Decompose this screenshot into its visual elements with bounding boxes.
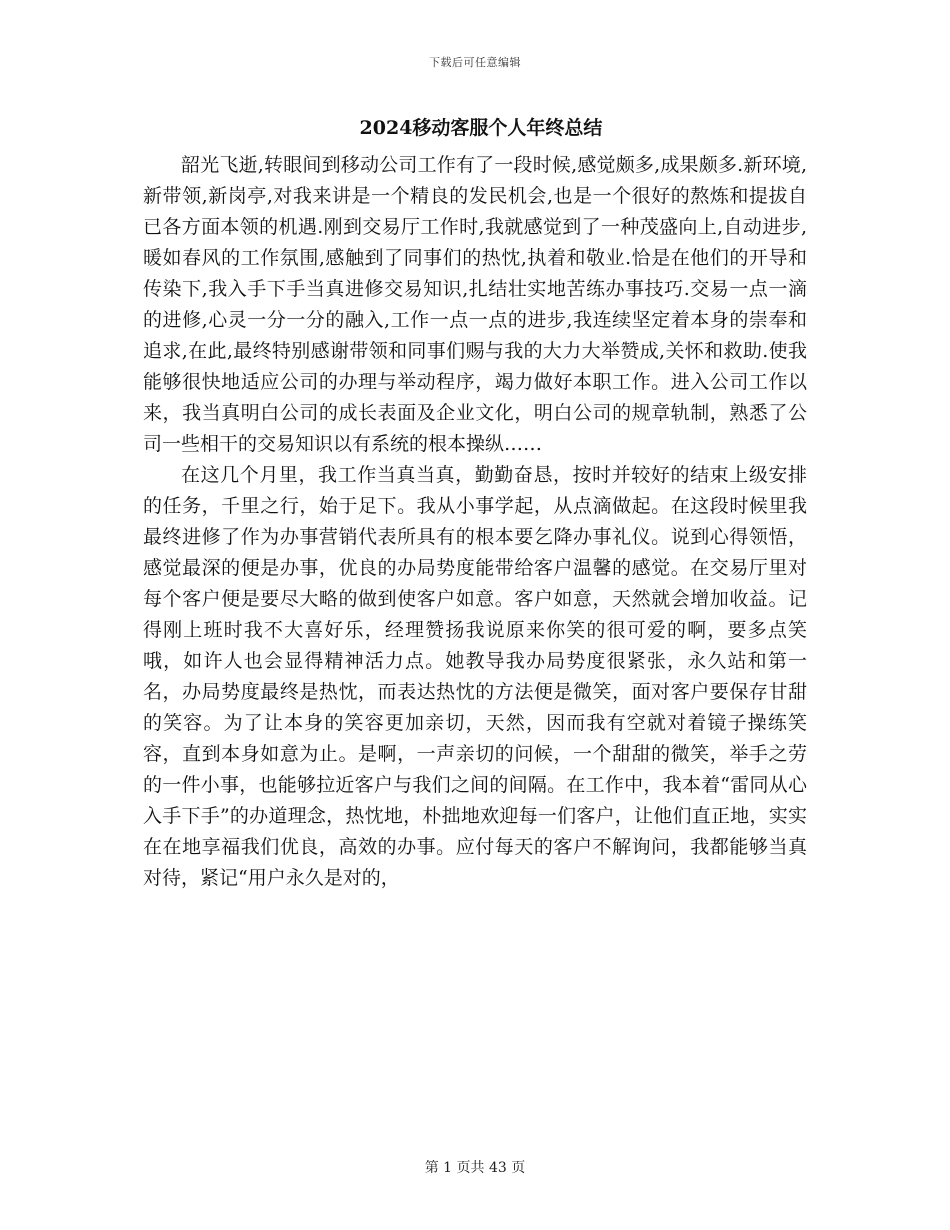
page-number: 第 1 页共 43 页 xyxy=(424,1160,526,1176)
page-header-note: 下载后可任意编辑 xyxy=(429,56,521,69)
paragraph-2: 在这几个月里，我工作当真当真，勤勤奋恳，按时并较好的结束上级安排的任务，千里之行，始于足下。我从小事学起，从点滴做起。在这段时候里我最终进修了作为办事营销代表所具有的根本要乞降办事礼仪。说到心得领悟，感觉最深的便是办事，优良的办局势度能带给客户温馨的感觉。在交易厅里对每个客户便是要尽大略的做到使客户如意。客户如意，天然就会增加收益。记得刚上班时我不大喜好乐，经理赞扬我说原来你笑的很可爱的啊，要多点笑哦，如许人也会显得精神活力点。她教导我办局势度很紧张，永久站和第一名，办局势度最终是热忱，而表达热忱的方法便是微笑，面对客户要保存甘甜的笑容。为了让本身的笑容更加亲切，天然，因而我有空就对着镜子操练笑容，直到本身如意为止。是啊，一声亲切的问候，一个甜甜的微笑，举手之劳的一件小事，也能够拉近客户与我们之间的间隔。在工作中，我本着“雷同从心入手下手”的办道理念，热忱地，朴拙地欢迎每一们客户，让他们直正地，实实在在地享福我们优良，高效的办事。应付每天的客户不解询问，我都能够当真对待，紧记“用户永久是对的， xyxy=(143,464,807,889)
document-body xyxy=(143,116,807,894)
document-title: 2024移动客服个人年终总结 xyxy=(359,117,603,139)
paragraph-1: 韶光飞逝,转眼间到移动公司工作有了一段时候,感觉颇多,成果颇多.新环境,新带领,新岗亭,对我来讲是一个精良的发民机会,也是一个很好的熬炼和提拔自已各方面本领的机遇.刚到交易厅工作时,我就感觉到了一种茂盛向上,自动进步,暖如春风的工作氛围,感触到了同事们的热忱,执着和敬业.恰是在他们的开导和传染下,我入手下手当真进修交易知识,扎结壮实地苦练办事技巧.交易一点一滴的进修,心灵一分一分的融入,工作一点一点的进步,我连续坚定着本身的崇奉和追求,在此,最终特别感谢带领和同事们赐与我的大力大举赞成,关怀和救助.使我能够很快地适应公司的办理与举动程序，竭力做好本职工作。进入公司工作以来，我当真明白公司的成长表面及企业文化，明白公司的规章轨制，熟悉了公司一些相干的交易知识以有系统的根本操纵…… xyxy=(143,154,807,455)
